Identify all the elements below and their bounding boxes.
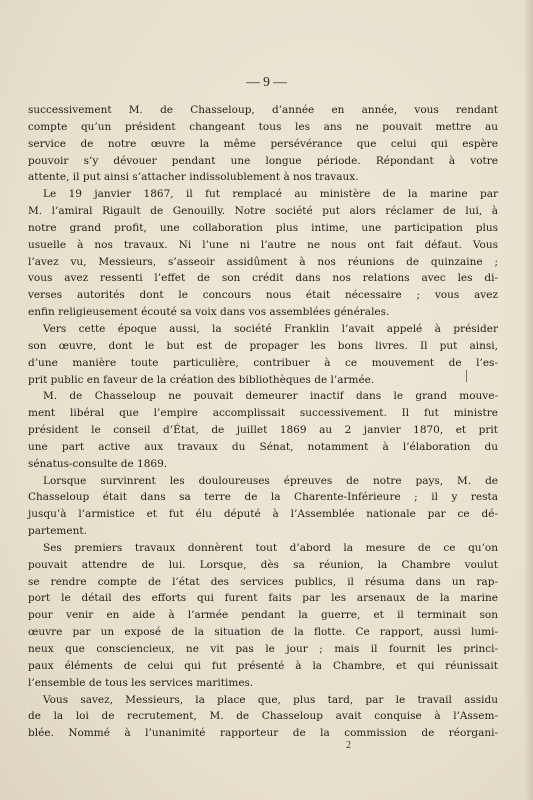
page-edge [525, 0, 533, 800]
text-line: enfin religieusement écouté sa voix dans vos assemblées générales. [28, 306, 390, 319]
text-line: sénatus-consulte de 1869. [28, 457, 168, 470]
text-line: Vers cette époque aussi, la société Franklin l’avait appelé à présider [43, 322, 498, 335]
text-line: paux éléments de celui qui fut présenté à la Chambre, et qui réunissait [28, 659, 498, 672]
text-line: œuvre par un exposé de la situation de la flotte. Ce rapport, aussi lumi- [28, 626, 498, 639]
body-text [28, 102, 498, 742]
text-line: de la loi de recrutement, M. de Chasseloup avait conquise à l’Assem- [28, 710, 498, 723]
text-line: l’ensemble de tous les services maritimes. [28, 676, 254, 689]
text-line: port le détail des efforts qui furent faits par les arsenaux de la marine [28, 592, 498, 605]
margin-mark [466, 370, 467, 382]
text-line: ment libéral que l’empire accomplissait successivement. Il fut ministre [28, 407, 498, 420]
text-line: notre grand profit, une collaboration plus intime, une participation plus [28, 221, 498, 234]
text-line: partement. [28, 525, 87, 538]
text-line: Lorsque survinrent les douloureuses épreuves de notre pays, M. de [43, 474, 498, 487]
signature-mark: 2 [346, 740, 351, 751]
text-line: jusqu’à l’armistice et fut élu député à l’Assemblée nationale par ce dé- [28, 508, 498, 521]
text-line: d’une manière toute particulière, contribuer à ce mouvement de l’es- [28, 356, 498, 369]
text-line: usuelle à nos travaux. Ni l’une ni l’autre ne nous ont fait défaut. Vous [28, 238, 498, 251]
text-line: verses autorités dont le concours nous était nécessaire ; vous avez [28, 289, 498, 302]
text-line: pouvoir s’y dévouer pendant une longue période. Répondant à votre [28, 154, 498, 167]
text-line: M. de Chasseloup ne pouvait demeurer inactif dans le grand mouve- [43, 390, 498, 403]
text-line: pouvait attendre de lui. Lorsque, dès sa réunion, la Chambre voulut [28, 558, 498, 571]
text-line: successivement M. de Chasseloup, d’année en année, vous rendant [28, 104, 498, 116]
text-line: attente, il put ainsi s’attacher indissolublement à nos travaux. [28, 171, 359, 184]
text-line: l’avez vu, Messieurs, s’asseoir assidûment à nos réunions de quinzaine ; [28, 255, 498, 268]
text-line: blée. Nommé à l’unanimité rapporteur de la commission de réorgani- [28, 727, 498, 740]
text-line: M. l’amiral Rigault de Genouilly. Notre société put alors réclamer de lui, à [28, 205, 498, 218]
text-line: service de notre œuvre la même persévérance que celui qui espère [28, 137, 498, 150]
text-line: une part active aux travaux du Sénat, notamment à l’élaboration du [28, 440, 498, 453]
text-line: pour venir en aide à l’armée pendant la guerre, et il terminait son [28, 609, 498, 622]
page-number: — 9 — [246, 74, 287, 89]
text-line: Le 19 janvier 1867, il fut remplacé au ministère de la marine par [43, 188, 498, 201]
text-line: Chasseloup était dans sa terre de la Charente-Inférieure ; il y resta [28, 491, 498, 504]
text-line: neux que consciencieux, ne vit pas le jour ; mais il fournit les princi- [28, 643, 498, 655]
text-line: se rendre compte de l’état des services publics, il résuma dans un rap- [28, 575, 498, 588]
text-line: compte qu’un président changeant tous les ans ne pouvait mettre au [28, 120, 498, 133]
text-line: Vous savez, Messieurs, la place que, plus tard, par le travail assidu [43, 693, 498, 706]
text-line: président le conseil d’État, de juillet 1869 au 2 janvier 1870, et prit [28, 424, 498, 437]
text-line: Ses premiers travaux donnèrent tout d’abord la mesure de ce qu’on [43, 541, 498, 554]
text-line: vous avez ressenti l’effet de son crédit dans nos relations avec les di- [28, 272, 498, 285]
text-line: prit public en faveur de la création des bibliothèques de l’armée. [28, 373, 375, 386]
text-line: son œuvre, dont le but est de propager les bons livres. Il put ainsi, [28, 339, 498, 352]
